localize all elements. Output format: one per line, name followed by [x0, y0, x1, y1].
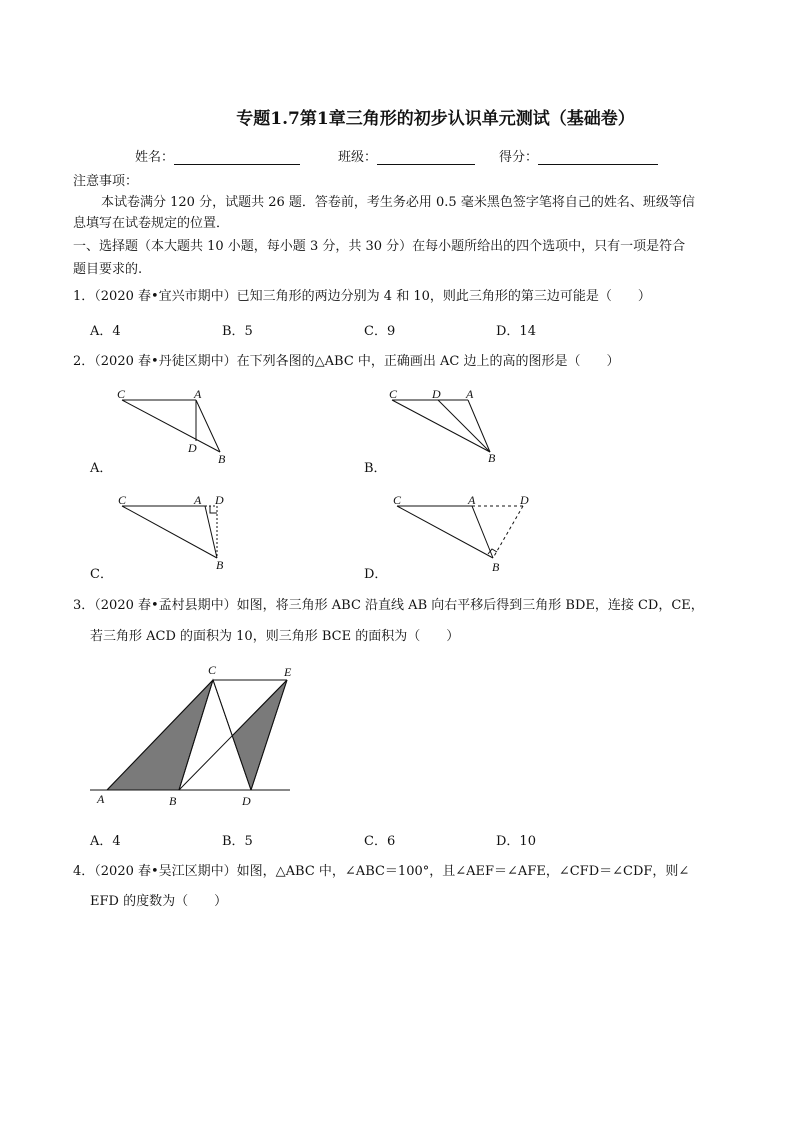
q2a-label-d: D [188, 441, 197, 455]
question-3-line-1: 3．（2020 春•孟村县期中）如图，将三角形 ABC 沿直线 AB 向右平移后得到三角形 BDE，连接 CD，CE， [73, 598, 704, 613]
page-title: 专题1.7第1章三角形的初步认识单元测试（基础卷） [236, 109, 635, 129]
q2d-label-c: C [393, 493, 402, 507]
q2b-label-c: C [389, 387, 398, 401]
name-field [135, 146, 300, 165]
q3-label-e: E [284, 665, 292, 679]
q3-label-b: B [169, 794, 177, 808]
q2a-side-ab [196, 400, 220, 452]
q3-label-a: A [97, 792, 105, 806]
q2-option-a: A． [90, 461, 113, 476]
q3-option-d: D．10 [496, 834, 536, 849]
q3-option-b: B．5 [222, 834, 253, 849]
section-heading-line-2: 题目要求的. [73, 262, 143, 277]
notice-line-2: 息填写在试卷规定的位置． [73, 216, 230, 231]
class-label: 班级： [338, 150, 378, 165]
q2c-label-b: B [216, 558, 224, 572]
q2b-label-a: A [466, 387, 474, 401]
q2b-segment-db [438, 400, 490, 452]
q1-option-c: C．9 [364, 324, 396, 339]
q2d-segment-db [493, 506, 523, 558]
q2a-side-cb [122, 400, 220, 452]
question-4-line-2: EFD 的度数为（ ） [90, 894, 228, 909]
name-blank [174, 150, 300, 165]
question-2-text: 2．（2020 春•丹徒区期中）在下列各图的△ABC 中，正确画出 AC 边上的高的图形是（ ） [73, 354, 620, 369]
q3-figure [85, 658, 300, 813]
question-4-line-1: 4．（2020 春•吴江区期中）如图，△ABC 中，∠ABC＝100°，且∠AEF＝∠AFE，∠CFD＝∠CDF，则∠ [73, 864, 690, 879]
q2c-label-a: A [194, 493, 202, 507]
q2-option-b: B． [364, 461, 387, 476]
q2c-label-d: D [215, 493, 224, 507]
notice-heading: 注意事项： [73, 174, 139, 189]
q3-label-c: C [208, 663, 217, 677]
q2-figure-b [380, 378, 515, 468]
question-3-line-2: 若三角形 ACD 的面积为 10，则三角形 BCE 的面积为（ ） [90, 629, 460, 644]
q2d-side-cb [397, 506, 493, 558]
q2b-label-d: D [432, 387, 441, 401]
q2-option-d: D． [364, 567, 388, 582]
q2a-label-c: C [117, 387, 126, 401]
section-heading-line-1: 一、选择题（本大题共 10 小题，每小题 3 分，共 30 分）在每小题所给出的四个选项中，只有一项是符合 [73, 239, 686, 254]
q2b-side-ab [468, 400, 490, 452]
q3-option-a: A．4 [90, 834, 121, 849]
question-1-text: 1．（2020 春•宜兴市期中）已知三角形的两边分别为 4 和 10，则此三角形的第三边可能是（ ） [73, 289, 651, 304]
q2-figure-c [110, 488, 245, 578]
q2c-right-angle-mark [210, 506, 217, 513]
class-field [338, 146, 475, 165]
q3-option-c: C．6 [364, 834, 396, 849]
class-blank [377, 150, 475, 165]
q2a-label-b: B [218, 452, 226, 466]
q2c-side-ab [205, 506, 217, 558]
score-blank [538, 150, 658, 165]
q1-option-b: B．5 [222, 324, 253, 339]
q2d-side-ab [472, 506, 493, 558]
q3-label-d: D [242, 794, 251, 808]
q2a-label-a: A [194, 387, 202, 401]
score-label: 得分： [499, 150, 539, 165]
q2c-side-cb [122, 506, 217, 558]
q2d-label-d: D [520, 493, 529, 507]
q2-figure-d [380, 488, 540, 578]
q2b-label-b: B [488, 451, 496, 465]
q1-option-a: A．4 [90, 324, 121, 339]
q1-option-d: D．14 [496, 324, 536, 339]
q2d-label-b: B [492, 560, 500, 574]
q2-figure-a [110, 378, 245, 468]
q2c-label-c: C [118, 493, 127, 507]
notice-line-1: 本试卷满分 120 分，试题共 26 题．答卷前，考生务必用 0.5 毫米黑色签字笔将自己的姓名、班级等信 [101, 195, 695, 210]
q2-option-c: C． [90, 567, 113, 582]
q2b-side-cb [392, 400, 490, 452]
score-field [499, 146, 658, 165]
q2d-label-a: A [468, 493, 476, 507]
name-label: 姓名： [135, 150, 175, 165]
